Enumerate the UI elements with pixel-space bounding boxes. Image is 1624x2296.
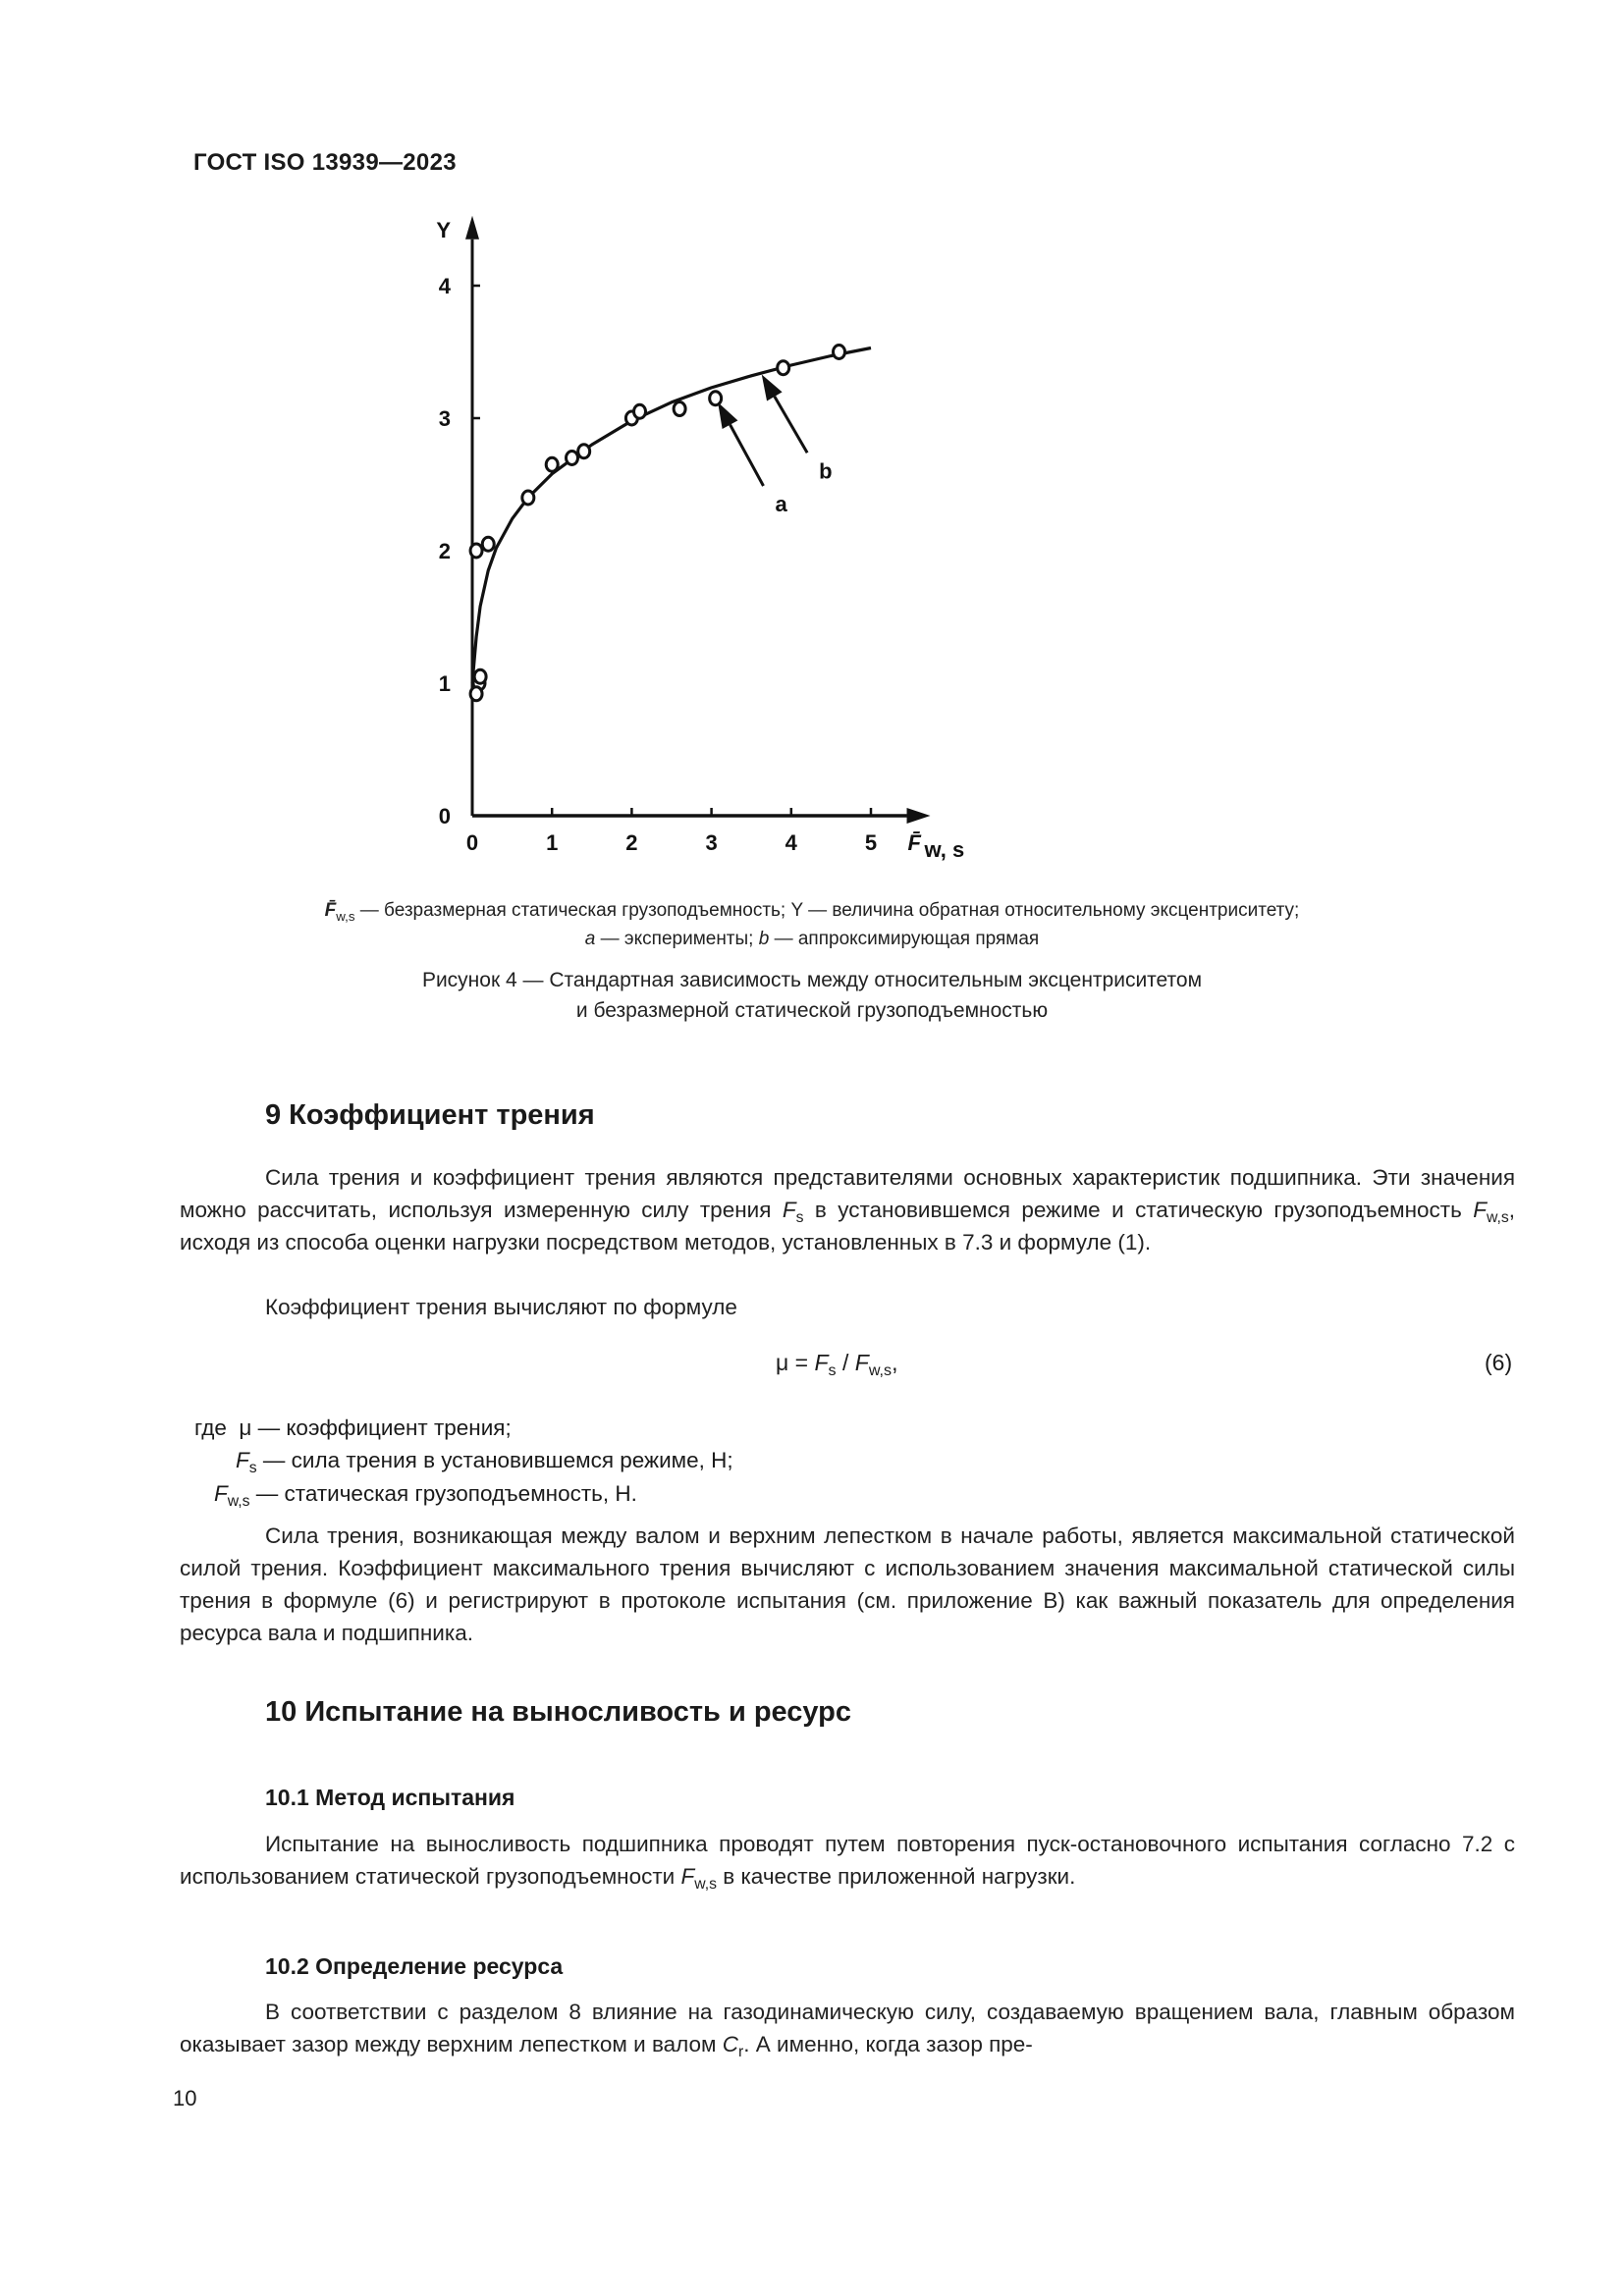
annotation-arrow-line [775, 397, 807, 453]
text: Сила трения и коэффициент трения являются представителями основных характеристик подшипника. Эти значения можно рассчитать, используя измеренную силу трения [180, 1165, 1515, 1222]
sub: s [828, 1362, 837, 1379]
annotation-arrow-icon [718, 402, 737, 429]
section-10-1-paragraph [180, 1828, 1515, 1893]
symbol-F: F [782, 1198, 796, 1222]
legend-b-text: — аппроксимирующая прямая [769, 929, 1040, 949]
formula-F: F [854, 1350, 869, 1375]
symbol-F: F [236, 1448, 249, 1472]
sub: w,s [868, 1362, 893, 1379]
section-10-2-heading: 10.2 Определение ресурса [265, 1953, 564, 1979]
data-point-marker [634, 404, 646, 418]
data-point-marker [470, 687, 482, 701]
data-point-marker [578, 445, 590, 458]
data-point-marker [834, 346, 845, 359]
y-axis-arrow-icon [465, 216, 479, 240]
data-point-marker [778, 361, 789, 375]
section-10-heading: 10 Испытание на выносливость и ресурс [265, 1696, 852, 1728]
chart-axes [436, 216, 964, 862]
text: В соответствии с разделом 8 влияние на газодинамическую силу, создаваемую вращением вала, главным образом оказывает зазор между верхним лепестком и валом [180, 2000, 1515, 2056]
text: Коэффициент трения вычисляют по формуле [265, 1295, 737, 1319]
text: в установившемся режиме и статическую грузоподъемность [803, 1198, 1474, 1222]
x-tick-label: 4 [785, 830, 797, 855]
annotation-arrow-icon [762, 374, 783, 400]
text: . А именно, когда зазор пре- [743, 2032, 1033, 2056]
caption-line1: Рисунок 4 — Стандартная зависимость между относительным эксцентриситетом [421, 969, 1203, 991]
text: — коэффициент трения; [251, 1415, 512, 1440]
sub: w,s [1486, 1209, 1509, 1226]
data-point-marker [567, 452, 578, 465]
sub: r [738, 2044, 744, 2060]
experimental-points [470, 346, 844, 701]
section-9-paragraph-1 [180, 1161, 1515, 1258]
x-tick-label: 1 [546, 830, 559, 855]
data-point-marker [482, 537, 494, 551]
where-word: где [194, 1415, 227, 1440]
y-tick-label: 1 [438, 671, 451, 696]
data-point-marker [546, 457, 558, 471]
figure-legend [177, 896, 1447, 953]
annotation-label-a: a [775, 492, 787, 516]
section-9-paragraph-3 [180, 1520, 1515, 1649]
formula-number: (6) [1485, 1350, 1513, 1375]
data-point-marker [470, 544, 482, 558]
y-tick-label: 0 [438, 804, 451, 828]
legend-a-text: — эксперименты; [595, 929, 759, 949]
figure-4-chart [0, 0, 1624, 883]
approximating-curve [472, 348, 871, 684]
symbol-F: F [680, 1864, 695, 1889]
text: Сила трения, возникающая между валом и верхним лепестком в начале работы, является максимальной статической силой трения. Коэффициент максимального трения вычисляют с использованием значения максимальной статической силы трения в формуле (6) и регистрируют в протоколе испытания (см. приложение В) как важный показатель для определения ресурса вала и подшипника. [180, 1523, 1515, 1645]
x-axis-label-sub: w, s [924, 837, 965, 862]
where-Fs [236, 1444, 733, 1476]
x-axis-arrow-icon [907, 808, 931, 824]
text: , исходя из способа оценки нагрузки посредством методов, установленных в 7.3 и формуле (1). [180, 1198, 1515, 1255]
curve-path [472, 348, 871, 684]
chart-annotations [718, 374, 833, 516]
text: Испытание на выносливость подшипника проводят путем повторения пуск-остановочного испытания согласно 7.2 с использованием статической грузоподъемности [180, 1832, 1515, 1889]
text: — статическая грузоподъемность, Н. [249, 1481, 637, 1506]
sub: w,s [694, 1876, 718, 1893]
symbol-F: F [1473, 1198, 1487, 1222]
where-mu [194, 1412, 512, 1444]
sub: s [248, 1460, 257, 1476]
x-tick-label: 3 [705, 830, 718, 855]
annotation-label-b: b [819, 458, 833, 484]
formula-6 [776, 1350, 898, 1379]
caption-line2: и безразмерной статической грузоподъемностью [575, 999, 1049, 1022]
where-Fws [214, 1477, 637, 1510]
legend-a: a [584, 929, 596, 949]
formula-end: , [892, 1350, 898, 1375]
symbol-C: C [722, 2032, 739, 2056]
x-axis-label: F̄ [907, 830, 921, 855]
sub: s [795, 1209, 804, 1226]
y-tick-label: 2 [438, 539, 451, 563]
section-10-1-heading: 10.1 Метод испытания [265, 1785, 515, 1810]
x-tick-label: 2 [625, 830, 638, 855]
section-9-heading: 9 Коэффициент трения [265, 1099, 595, 1131]
annotation-arrow-line [731, 425, 764, 486]
data-point-marker [710, 392, 722, 405]
symbol-F: F [214, 1481, 228, 1506]
legend-line1: — безразмерная статическая грузоподъемность; Y — величина обратная относительному эксцентриситету; [354, 900, 1300, 921]
x-tick-label: 0 [465, 830, 479, 855]
document-header: ГОСТ ISO 13939—2023 [193, 149, 457, 176]
y-tick-label: 3 [438, 406, 451, 431]
formula-slash: / [836, 1350, 855, 1375]
formula-F: F [814, 1350, 829, 1375]
text: — сила трения в установившемся режиме, Н; [256, 1448, 733, 1472]
legend-sub: w,s [336, 909, 355, 924]
section-9-paragraph-2 [180, 1291, 1515, 1323]
x-tick-label: 5 [864, 830, 878, 855]
legend-b: b [758, 929, 770, 949]
legend-symbol: F̄ [324, 900, 337, 921]
symbol-mu: μ [239, 1415, 252, 1440]
y-tick-label: 4 [438, 274, 451, 298]
section-10-2-paragraph [180, 1996, 1515, 2060]
figure-caption [177, 965, 1447, 1026]
sub: w,s [227, 1493, 250, 1510]
data-point-marker [522, 491, 534, 505]
formula-mu: μ = [776, 1350, 815, 1375]
data-point-marker [674, 402, 685, 416]
page-number: 10 [173, 2086, 197, 2110]
y-axis-label: Y [436, 217, 451, 242]
data-point-marker [474, 669, 486, 683]
text: в качестве приложенной нагрузки. [717, 1864, 1076, 1889]
